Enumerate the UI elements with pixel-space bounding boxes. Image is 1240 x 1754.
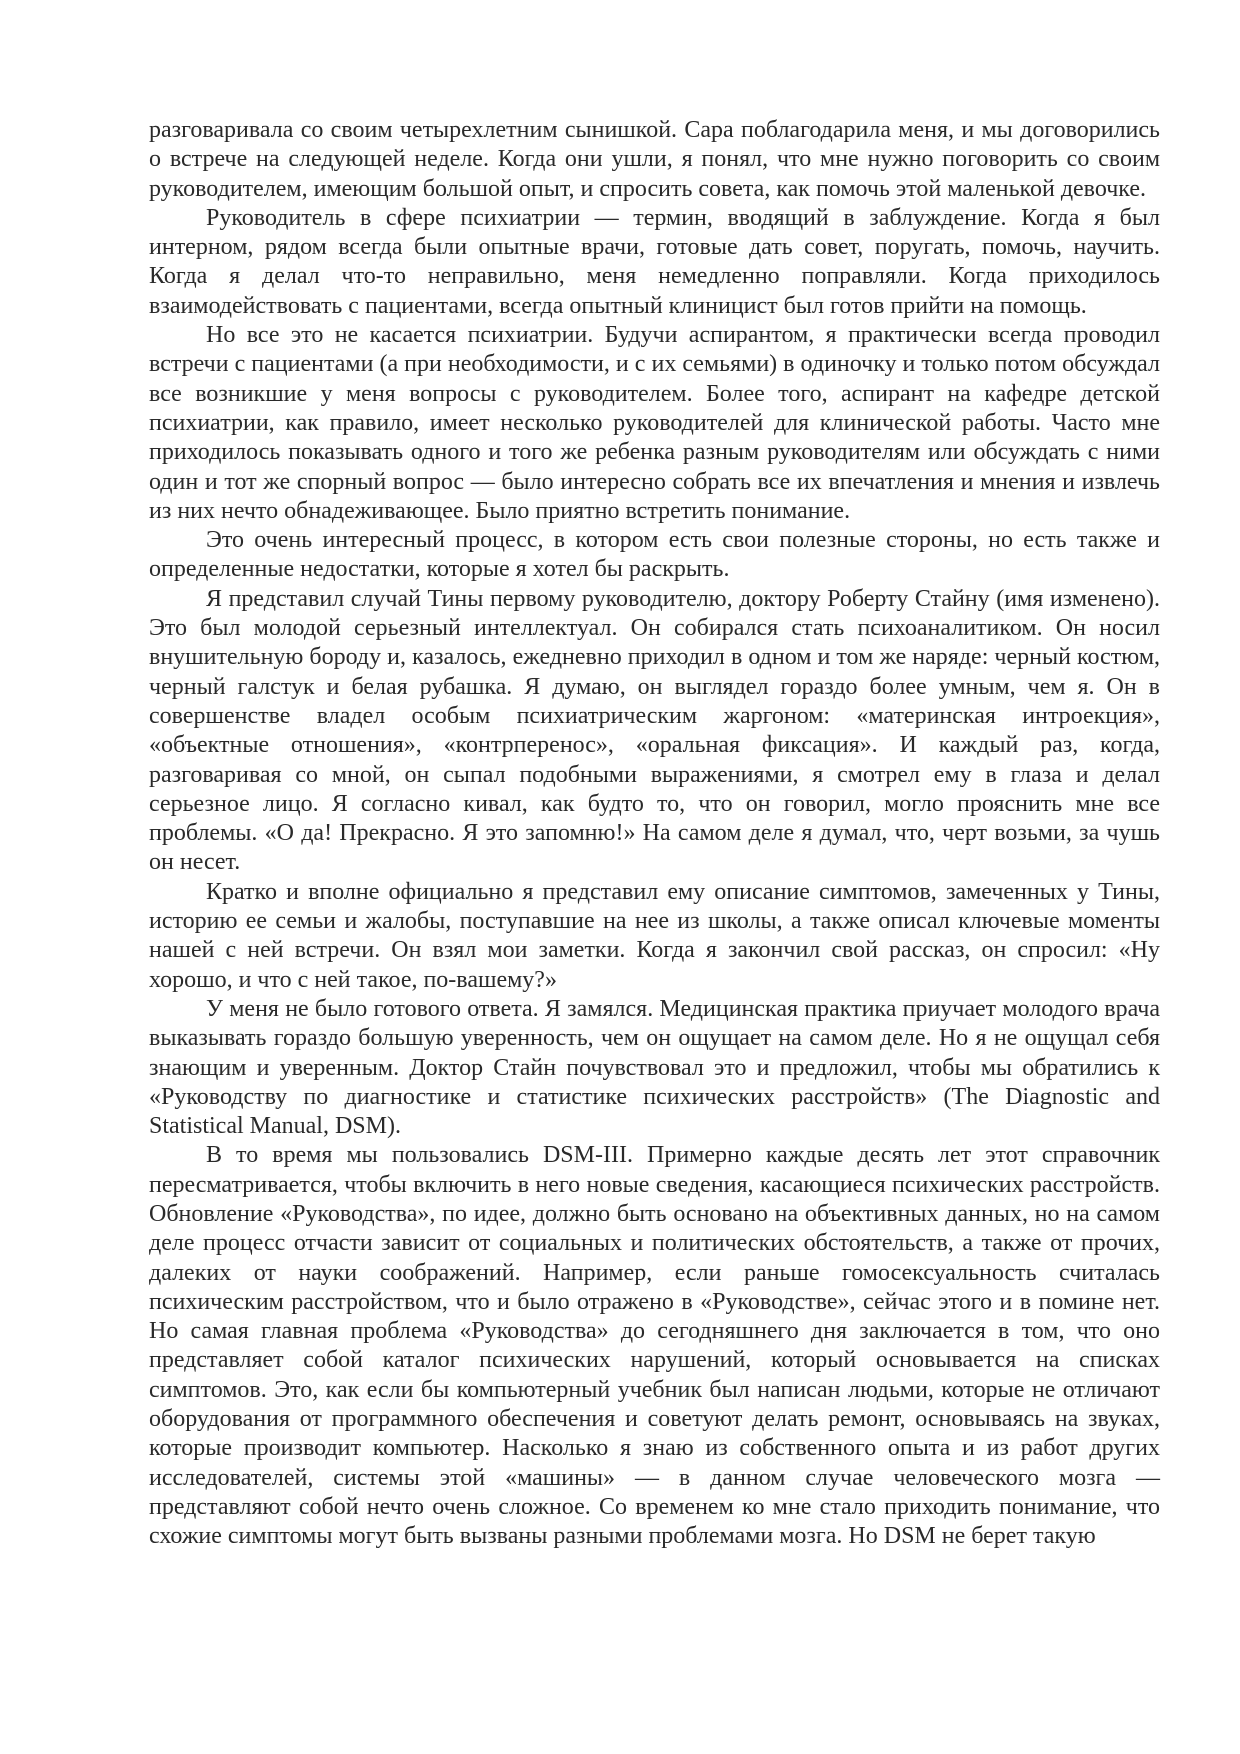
paragraph-5: Я представил случай Тины первому руководителю, доктору Роберту Стайну (имя изменено). Это был молодой серьезный интеллектуал. Он собирался стать психоаналитиком. Он носил внушительную бороду и, казалось, ежедневно приходил в одном и том же наряде: черный костюм, черный галстук и белая рубашка. Я думаю, он выглядел гораздо более умным, чем я. Он в совершенстве владел особым психиатрическим жаргоном: «материнская интроекция», «объектные отношения», «контрперенос», «оральная фиксация». И каждый раз, когда, разговаривая со мной, он сыпал подобными выражениями, я смотрел ему в глаза и делал серьезное лицо. Я согласно кивал, как будто то, что он говорил, могло прояснить мне все проблемы. «О да! Прекрасно. Я это запомню!» На самом деле я думал, что, черт возьми, за чушь он несет. [149, 585, 1160, 876]
paragraph-6: Кратко и вполне официально я представил ему описание симптомов, замеченных у Тины, историю ее семьи и жалобы, поступавшие на нее из школы, а также описал ключевые моменты нашей с ней встречи. Он взял мои заметки. Когда я закончил свой рассказ, он спросил: «Ну хорошо, и что с ней такое, по-вашему?» [149, 878, 1160, 993]
paragraph-8: В то время мы пользовались DSM-III. Примерно каждые десять лет этот справочник пересматривается, чтобы включить в него новые сведения, касающиеся психических расстройств. Обновление «Руководства», по идее, должно быть основано на объективных данных, но на самом деле процесс отчасти зависит от социальных и политических обстоятельств, а также от прочих, далеких от науки соображений. Например, если раньше гомосексуальность считалась психическим расстройством, что и было отражено в «Руководстве», сейчас этого и в помине нет. Но самая главная проблема «Руководства» до сегодняшнего дня заключается в том, что оно представляет собой каталог психических нарушений, который основывается на списках симптомов. Это, как если бы компьютерный учебник был написан людьми, которые не отличают оборудования от программного обеспечения и советуют делать ремонт, основываясь на звуках, которые производит компьютер. Насколько я знаю из собственного опыта и из работ других исследователей, системы этой «машины» — в данном случае человеческого мозга — представляют собой нечто очень сложное. Со временем ко мне стало приходить понимание, что схожие симптомы могут быть вызваны разными проблемами мозга. Но DSM не берет такую [149, 1142, 1160, 1550]
paragraph-3: Но все это не касается психиатрии. Будучи аспирантом, я практически всегда проводил встречи с пациентами (а при необходимости, и с их семьями) в одиночку и только потом обсуждал все возникшие у меня вопросы с руководителем. Более того, аспирант на кафедре детской психиатрии, как правило, имеет несколько руководителей для клинической работы. Часто мне приходилось показывать одного и того же ребенка разным руководителям или обсуждать с ними один и тот же спорный вопрос — было интересно собрать все их впечатления и мнения и извлечь из них нечто обнадеживающее. Было приятно встретить понимание. [149, 322, 1160, 524]
paragraph-2: Руководитель в сфере психиатрии — термин, вводящий в заблуждение. Когда я был интерном, рядом всегда были опытные врачи, готовые дать совет, поругать, помочь, научить. Когда я делал что-то неправильно, меня немедленно поправляли. Когда приходилось взаимодействовать с пациентами, всегда опытный клиницист был готов прийти на помощь. [149, 204, 1160, 319]
paragraph-7: У меня не было готового ответа. Я замялся. Медицинская практика приучает молодого врача выказывать гораздо большую уверенность, чем он ощущает на самом деле. Но я не ощущал себя знающим и уверенным. Доктор Стайн почувствовал это и предложил, чтобы мы обратились к «Руководству по диагностике и статистике психических расстройств» (The Diagnostic and Statistical Manual, DSM). [149, 995, 1160, 1140]
document-page [149, 116, 1160, 1552]
paragraph-1: разговаривала со своим четырехлетним сынишкой. Сара поблагодарила меня, и мы договорились о встрече на следующей неделе. Когда они ушли, я понял, что мне нужно поговорить со своим руководителем, имеющим большой опыт, и спросить совета, как помочь этой маленькой девочке. [149, 117, 1160, 202]
paragraph-4: Это очень интересный процесс, в котором есть свои полезные стороны, но есть также и определенные недостатки, которые я хотел бы раскрыть. [149, 527, 1160, 583]
